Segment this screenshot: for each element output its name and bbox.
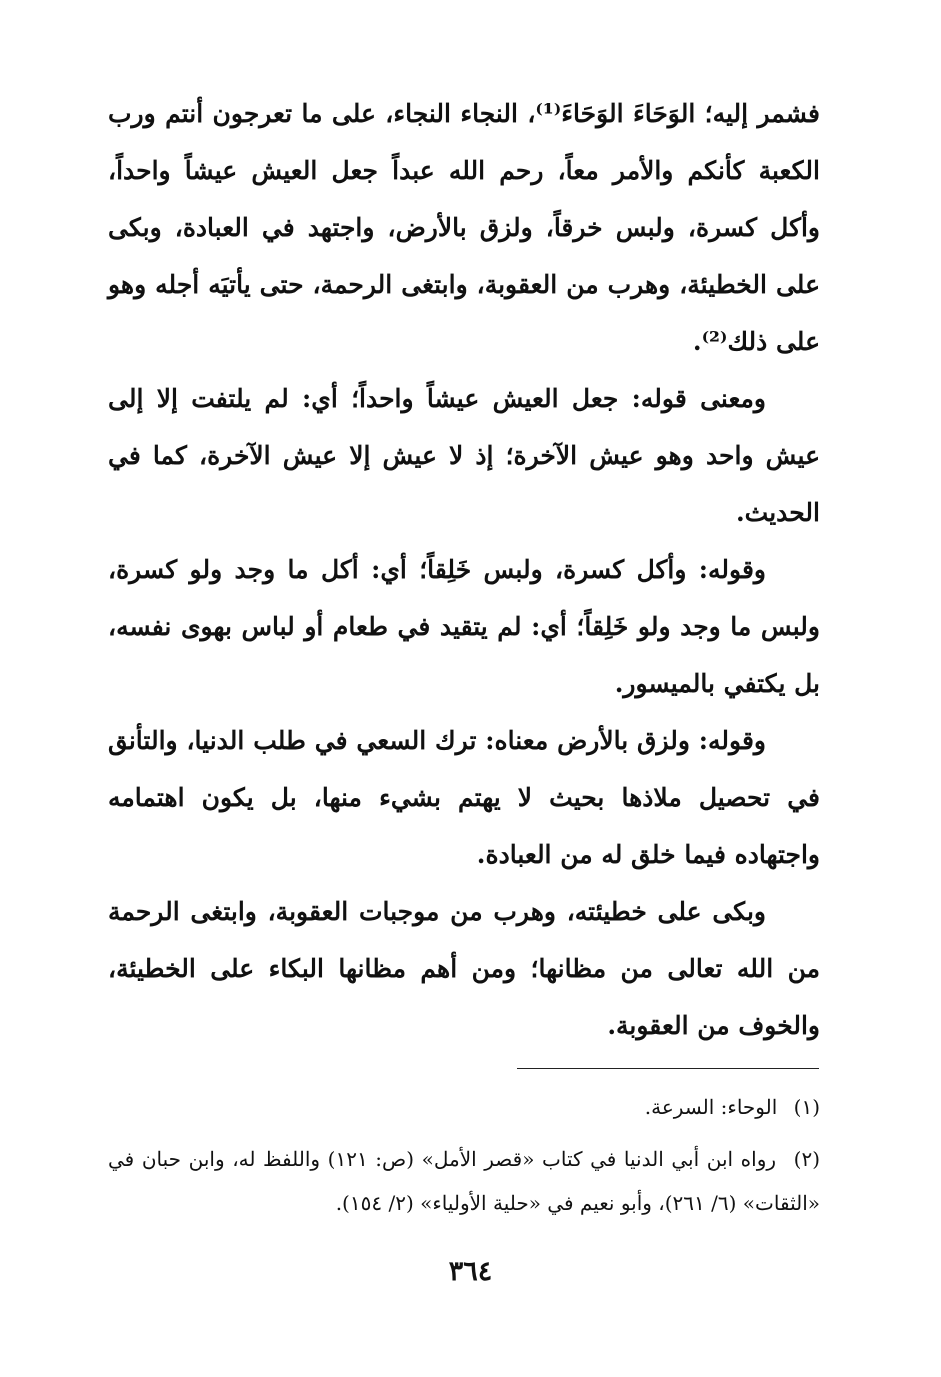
paragraph-3: وقوله: وأكل كسرة، ولبس خَلِقاً؛ أي: أكل ما وجد ولو كسرة، ولبس ما وجد ولو خَلِقاً؛ أي: لم يتقيد في طعام أو لباس بهوى نفسه، بل يكتفي بالميسور. [108, 555, 820, 698]
paragraph-4: وقوله: ولزق بالأرض معناه: ترك السعي في طلب الدنيا، والتأنق في تحصيل ملاذها بحيث لا يهتم بشيء منها، بل يكون اهتمامه واجتهاده فيما خلق له من العبادة. [108, 726, 820, 869]
footnote-2-number: (٢) [793, 1147, 821, 1171]
paragraph-1: فشمر إليه؛ الوَحَاءَ الوَحَاءَ⁽¹⁾، النجاء النجاء، على ما تعرجون أنتم ورب الكعبة كأنكم والأمر معاً، رحم الله عبداً جعل العيش عيشاً واحداً، وأكل كسرة، ولبس خرقاً، ولزق بالأرض، واجتهد في العبادة، وبكى على الخطيئة، وهرب من العقوبة، وابتغى الرحمة، حتى يأتيَه أجله وهو على ذلك⁽²⁾. [108, 99, 821, 356]
footnote-1-text: الوحاء: السرعة. [644, 1095, 778, 1119]
footnote-1-number: (١) [793, 1095, 820, 1119]
paragraph-2: ومعنى قوله: جعل العيش عيشاً واحداً؛ أي: لم يلتفت إلا إلى عيش واحد وهو عيش الآخرة؛ إذ لا عيش إلا عيش الآخرة، كما في الحديث. [108, 384, 820, 527]
page-number: ٣٦٤ [448, 1256, 493, 1287]
footnote-2 [108, 1137, 820, 1225]
paragraph-5: وبكى على خطيئته، وهرب من موجبات العقوبة، وابتغى الرحمة من الله تعالى من مظانها؛ ومن أهم مظانها البكاء على الخطيئة، والخوف من العقوبة. [108, 897, 820, 1040]
footnote-2-text: رواه ابن أبي الدنيا في كتاب «قصر الأمل» (ص: ١٢١) واللفظ له، وابن حبان في «الثقات» (٦/ ٢٦١)، وأبو نعيم في «حلية الأولياء» (٢/ ١٥٤). [108, 1147, 820, 1215]
footnote-1 [108, 1085, 820, 1129]
footnote-separator [517, 1068, 819, 1069]
